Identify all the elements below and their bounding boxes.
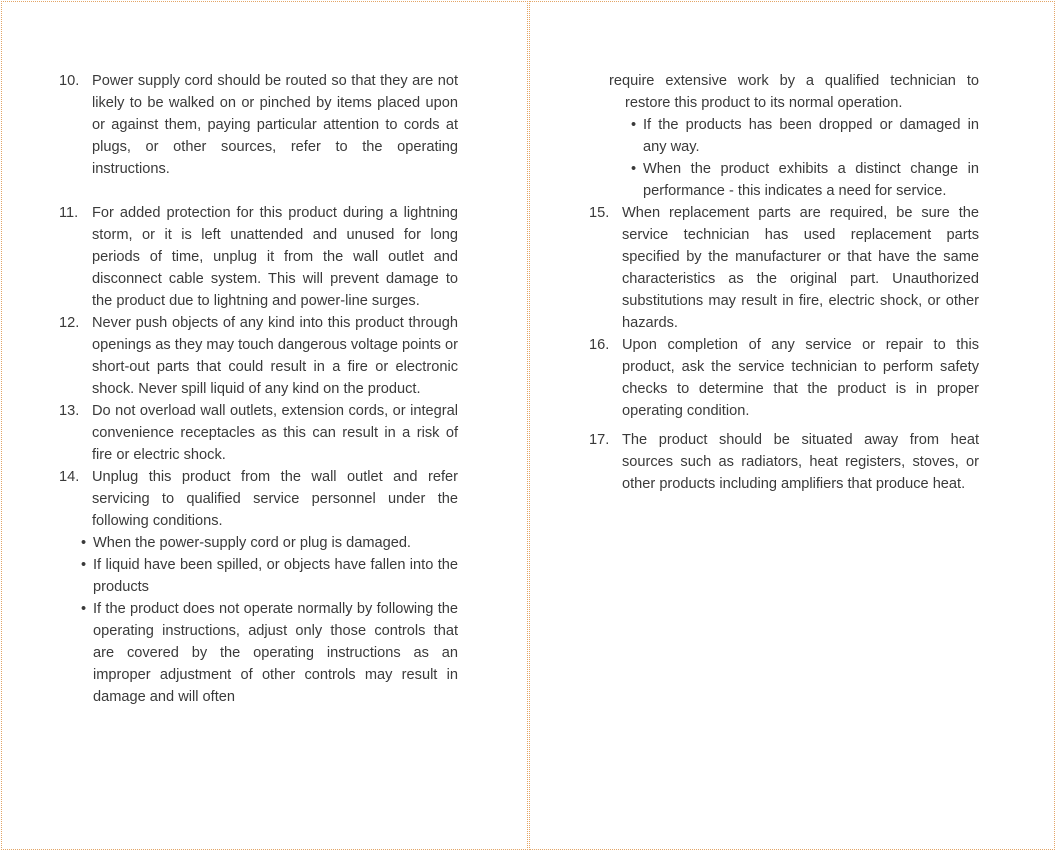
bullet-icon: • <box>81 601 87 617</box>
instruction-item-11 <box>59 202 458 312</box>
item-number: 12. <box>59 315 80 331</box>
right-page <box>529 1 1055 850</box>
item-text: Upon completion of any service or repair to this product, ask the service technician to perform safety checks to determine that the product is in proper operating condition. <box>622 337 979 419</box>
item-text: When replacement parts are required, be sure the service technician has used replacement parts specified by the manufacturer or that have the same characteristics as the original part. Unauthorized substitutions may result in fire, electric shock, or other hazards. <box>622 205 979 331</box>
instruction-item-14 <box>59 466 458 532</box>
left-page <box>1 1 528 850</box>
list-item-text: When the product exhibits a distinct change in performance - this indicates a need for service. <box>643 161 979 199</box>
list-item-text: If liquid have been spilled, or objects have fallen into the products <box>93 557 458 595</box>
instruction-item-15 <box>589 202 979 334</box>
instruction-item-13 <box>59 400 458 466</box>
list-item <box>81 554 458 598</box>
left-column <box>59 70 458 708</box>
list-item-text: If the product does not operate normally by following the operating instructions, adjust only those controls that are covered by the operating instructions as an improper adjustment of other controls may result in damage and will often <box>93 601 458 705</box>
bullet-icon: • <box>81 557 87 573</box>
item-number: 17. <box>589 432 610 448</box>
item-text: Do not overload wall outlets, extension cords, or integral convenience receptacles as this can result in a risk of fire or electric shock. <box>92 403 458 463</box>
item-number: 16. <box>589 337 610 353</box>
instruction-item-17 <box>589 429 979 495</box>
list-item-text: If the products has been dropped or damaged in any way. <box>643 117 979 155</box>
instruction-item-16 <box>589 334 979 422</box>
bullet-icon: • <box>81 535 87 551</box>
condition-list <box>59 532 458 708</box>
condition-list-continued <box>589 114 979 202</box>
item-number: 11. <box>59 205 79 221</box>
item-text: The product should be situated away from heat sources such as radiators, heat registers, stoves, or other products including amplifiers that produce heat. <box>622 432 979 492</box>
item-number: 13. <box>59 403 80 419</box>
instruction-item-10 <box>59 70 458 180</box>
item-text: For added protection for this product during a lightning storm, or it is left unattended and unused for long periods of time, unplug it from the wall outlet and disconnect cable system. This will prevent damage to the product due to lightning and power-line surges. <box>92 205 458 309</box>
item-text: Power supply cord should be routed so that they are not likely to be walked on or pinched by items placed upon or against them, paying particular attention to cords at plugs, or other sources, refer to the operating instructions. <box>92 73 458 177</box>
item-number: 14. <box>59 469 80 485</box>
bullet-icon: • <box>631 161 637 177</box>
item-text: Unplug this product from the wall outlet and refer servicing to qualified service personnel under the following conditions. <box>92 469 458 529</box>
list-item <box>631 114 979 158</box>
item-text: Never push objects of any kind into this product through openings as they may touch dangerous voltage points or short-out parts that could result in a fire or electronic shock. Never spill liquid of any kind on the product. <box>92 315 458 397</box>
item-number: 10. <box>59 73 80 89</box>
list-item <box>81 598 458 708</box>
item-number: 15. <box>589 205 610 221</box>
instruction-item-12 <box>59 312 458 400</box>
list-item <box>631 158 979 202</box>
right-column <box>589 70 979 495</box>
continuation-text: require extensive work by a qualified technician to restore this product to its normal operation. <box>609 73 979 111</box>
list-item-text: When the power-supply cord or plug is damaged. <box>93 535 411 551</box>
bullet-icon: • <box>631 117 637 133</box>
list-item <box>81 532 458 554</box>
